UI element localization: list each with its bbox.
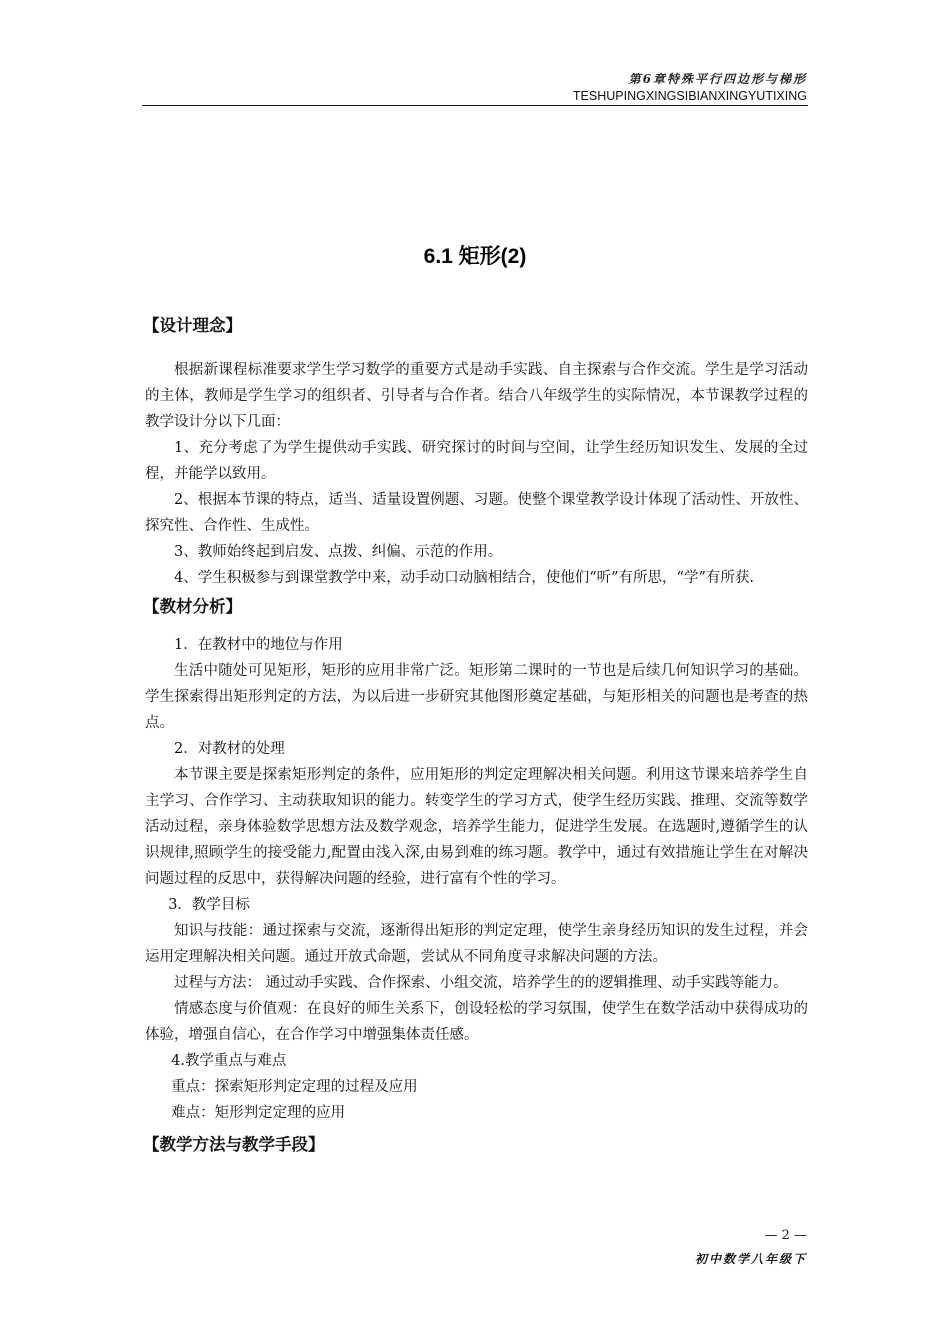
goal-process: 过程与方法： 通过动手实践、合作探索、小组交流，培养学生的的逻辑推理、动手实践等能力。 (174, 975, 788, 991)
section-heading-analysis: 【教材分析】 (143, 597, 242, 616)
page-number: — 2 — (764, 1228, 807, 1243)
design-intro: 根据新课程标准要求学生学习数学的重要方式是动手实践、自主探索与合作交流。学生是学习活动的主体，教师是学生学习的组织者、引导者与合作者。结合八年级学生的实际情况，本节课教学过程的教学设计分以下几面： (145, 362, 808, 430)
analysis-sub2-text: 本节课主要是探索矩形判定的条件，应用矩形的判定定理解决相关问题。利用这节课来培养学生自主学习、合作学习、主动获取知识的能力。转变学生的学习方式，使学生经历实践、推理、交流等数学活动过程，亲身体验数学思想方法及数学观念，培养学生能力，促进学生发展。在选题时,遵循学生的认识规律,照顾学生的接受能力,配置由浅入深,由易到难的练习题。教学中，通过有效措施让学生在对解决问题过程的反思中，获得解决问题的经验，进行富有个性的学习。 (145, 767, 808, 887)
analysis-sub1-title: 1．在教材中的地位与作用 (174, 637, 343, 653)
content-body (145, 313, 808, 1158)
goal-emotion: 情感态度与价值观：在良好的师生关系下，创设轻松的学习氛围，使学生在数学活动中获得成功的体验，增强自信心，在合作学习中增强集体责任感。 (145, 1001, 808, 1043)
analysis-sub1-text: 生活中随处可见矩形，矩形的应用非常广泛。矩形第二课时的一节也是后续几何知识学习的基础。学生探索得出矩形判定的方法，为以后进一步研究其他图形奠定基础，与矩形相关的问题也是考查的热点。 (145, 663, 808, 731)
difficulty-point: 难点：矩形判定定理的应用 (171, 1105, 346, 1121)
goal-knowledge: 知识与技能：通过探索与交流，逐渐得出矩形的判定定理，使学生亲身经历知识的发生过程，并会运用定理解决相关问题。通过开放式命题，尝试从不同角度寻求解决问题的方法。 (145, 923, 808, 965)
design-item-2: 2、根据本节课的特点，适当、适量设置例题、习题。使整个课堂教学设计体现了活动性、开放性、探究性、合作性、生成性。 (145, 492, 808, 534)
book-title: 初中数学八年级下 (694, 1252, 807, 1266)
header-rule (142, 105, 808, 106)
page-title: 6.1 矩形(2) (423, 245, 527, 268)
design-item-4: 4、学生积极参与到课堂教学中来，动手动口动脑相结合，使他们“听”有所思，“学”有所获. (174, 570, 754, 586)
key-point: 重点：探索矩形判定定理的过程及应用 (171, 1079, 418, 1095)
chapter-pinyin: TESHUPINGXINGSIBIANXINGYUTIXING (572, 89, 807, 103)
analysis-sub3-title: 3．教学目标 (168, 897, 250, 913)
design-item-1: 1、充分考虑了为学生提供动手实践、研究探讨的时间与空间，让学生经历知识发生、发展的全过程，并能学以致用。 (145, 440, 808, 482)
section-heading-design: 【设计理念】 (143, 316, 242, 335)
section-heading-methods: 【教学方法与教学手段】 (143, 1135, 325, 1154)
design-item-3: 3、教师始终起到启发、点拨、纠偏、示范的作用。 (174, 544, 503, 560)
analysis-sub4-title: 4.教学重点与难点 (171, 1053, 287, 1069)
chapter-title: 第6章特殊平行四边形与梯形 (628, 72, 807, 86)
analysis-sub2-title: 2．对教材的处理 (174, 741, 285, 757)
